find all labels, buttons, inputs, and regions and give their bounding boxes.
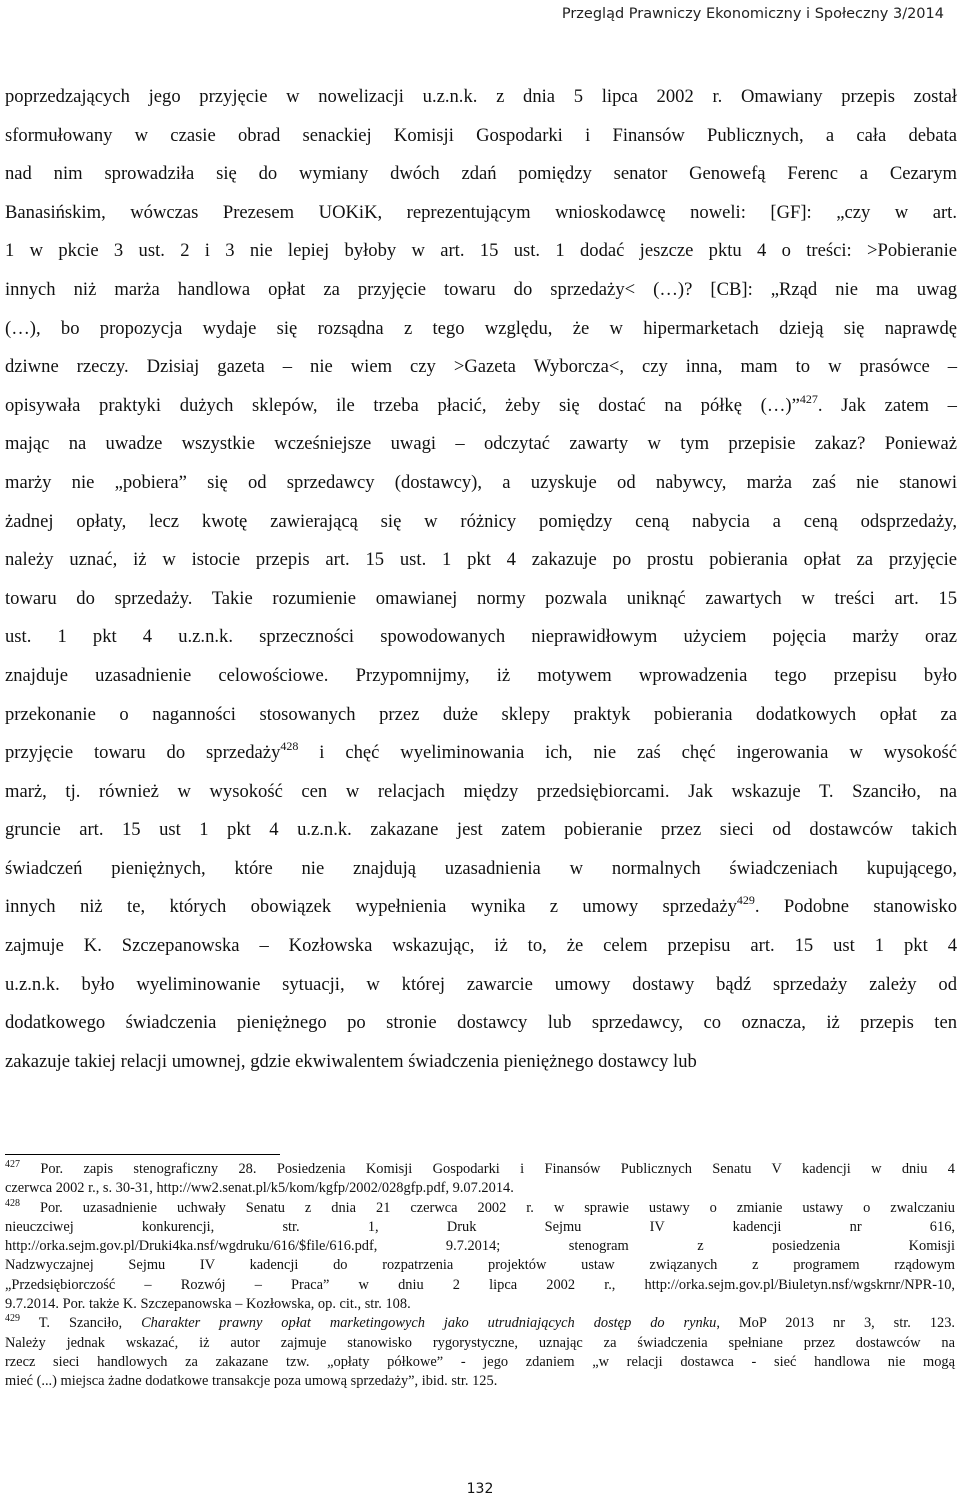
text-line: należy uznać, iż w istocie przepis art. 15 ust. 1 pkt 4 zakazuje po prostu pobierania opłat za przyjęcie	[5, 549, 957, 571]
footnotes	[5, 1160, 955, 1392]
footnote-number: 427	[5, 1159, 20, 1170]
text-line: marż, tj. również w wysokość cen w relacjach między przedsiębiorcami. Jak wskazuje T. Szanciło, na	[5, 780, 957, 802]
footnote-ref-428[interactable]: 428	[280, 739, 299, 754]
text-line: zakazuje takiej relacji umownej, gdzie ekwiwalentem świadczenia pieniężnego dostawcy lub	[5, 1050, 697, 1072]
text-line: innych niż te, których obowiązek wypełnienia wynika z umowy sprzedaży$^{429}$. Podobne stanowisko	[5, 893, 957, 918]
text-line: ust. 1 pkt 4 u.z.n.k. sprzeczności spowodowanych nieprawidłowym użyciem pojęcia marży oraz	[5, 626, 957, 648]
text-line: nad nim sprowadziła się do wymiany dwóch zdań pomiędzy senator Genowefą Ferenc a Cezarym	[5, 163, 957, 185]
footnote-428-line: „Przedsiębiorczość – Rozwój – Praca” w dniu 2 lipca 2002 r., http://orka.sejm.gov.pl/Biuletyn.nsf/wgskrnr/NPR-10,	[5, 1276, 955, 1293]
text-line: 1 w pkcie 3 ust. 2 i 3 nie lepiej byłoby w art. 15 ust. 1 dodać jeszcze pktu 4 o treści: >Pobieranie	[5, 240, 957, 262]
text-line: opisywała praktyki dużych sklepów, ile trzeba płacić, żeby się dostać na półkę (…)”$^{427}$. Jak zatem –	[5, 391, 957, 416]
footnote-429-line: $^{429}$ T. Szanciło, Charakter prawny opłat marketingowych jako utrudniających dostęp do rynku, MoP 2013 nr 3, str. 123.	[5, 1313, 956, 1332]
text-line: (…), bo propozycja wydaje się rozsądna z tego względu, że w hipermarketach dzieją się naprawdę	[5, 317, 957, 339]
footnote-ref-429[interactable]: 429	[736, 893, 755, 908]
text-line: przekonanie o naganności stosowanych przez duże sklepy praktyk pobierania dodatkowych opłat za	[5, 703, 957, 725]
page-number: 132	[466, 1481, 494, 1497]
footnote-427-line: czerwca 2002 r., s. 30-31, http://ww2.senat.pl/k5/kom/kgfp/2002/028gfp.pdf, 9.07.2014.	[5, 1180, 514, 1197]
text-line: zajmuje K. Szczepanowska – Kozłowska wskazując, iż to, że celem przepisu art. 15 ust 1 pkt 4	[5, 935, 957, 957]
footnote-separator	[5, 1154, 280, 1155]
footnote-429-line: rzecz sieci handlowych za zakazane tzw. „opłaty półkowe” - jego zdaniem „w relacji dostawca - sieć handlowa nie mogą	[5, 1353, 955, 1370]
text-line: innych niż marża handlowa opłat za przyjęcie towaru do sprzedaży< (…)? [CB]: „Rząd nie ma uwag	[5, 278, 957, 300]
text-line: żadnej opłaty, lecz kwotę zawierającą się w różnicy pomiędzy ceną nabycia a ceną odsprzedaży,	[5, 510, 957, 532]
text-line: dziwne rzeczy. Dzisiaj gazeta – nie wiem czy >Gazeta Wyborcza<, czy inna, mam to w prasówce –	[5, 356, 957, 378]
footnote-number: 429	[5, 1313, 20, 1325]
running-header: Przegląd Prawniczy Ekonomiczny i Społeczny 3/2014	[561, 6, 944, 22]
footnote-427-line: $^{427}$ Por. zapis stenograficzny 28. Posiedzenia Komisji Gospodarki i Finansów Publicznych Senatu V kadencji w dniu 4	[5, 1159, 955, 1177]
footnote-428-line: 9.7.2014. Por. także K. Szczepanowska – Kozłowska, op. cit., str. 108.	[5, 1296, 411, 1313]
text-line: towaru do sprzedaży. Takie rozumienie omawianej normy pozwala uniknąć zawartych w treści art. 15	[5, 587, 957, 609]
footnote-number: 428	[5, 1197, 20, 1209]
text-line: przyjęcie towaru do sprzedaży$^{428}$ i chęć wyeliminowania ich, nie zaś chęć ingerowania w wysokość	[5, 739, 957, 764]
text-line: marży nie „pobiera” się od sprzedawcy (dostawcy), a uzyskuje od nabywcy, marża zaś nie stanowi	[5, 471, 957, 493]
text-line: dodatkowego świadczenia pieniężnego po stronie dostawcy lub sprzedawcy, co oznacza, iż przepis ten	[5, 1012, 957, 1034]
text-line: mając na uwadze wszystkie wcześniejsze uwagi – odczytać zawarty w tym przepisie zakaz? Ponieważ	[5, 433, 957, 455]
main-text	[5, 78, 957, 1081]
footnote-429-line: Należy jednak wskazać, iż autor zajmuje stanowisko rygorystyczne, uznając za świadczenia spełniane przez dostawców na	[5, 1334, 955, 1351]
footnote-ref-427[interactable]: 427	[799, 391, 818, 406]
text-line: Banasińskim, wówczas Prezesem UOKiK, reprezentującym wnioskodawcę noweli: [GF]: „czy w art.	[5, 201, 957, 223]
footnote-428-line: http://orka.sejm.gov.pl/Druki4ka.nsf/wgdruku/616/$file/616.pdf, 9.7.2014; stenogram z posiedzenia Komisji	[5, 1238, 955, 1255]
footnote-428-line: nieuczciwej konkurencji, str. 1, Druk Sejmu IV kadencji nr 616,	[5, 1218, 955, 1235]
text-line: znajduje uzasadnienie celowościowe. Przypomnijmy, iż motywem wprowadzenia tego przepisu było	[5, 664, 957, 686]
text-line: u.z.n.k. było wyeliminowanie sytuacji, w której zawarcie umowy dostawy bądź sprzedaży zależy od	[5, 973, 957, 995]
footnote-429-line: mieć (...) miejsca żadne dodatkowe transakcje poza umową sprzedaży”, ibid. str. 125.	[5, 1373, 498, 1390]
cited-title: Charakter prawny opłat marketingowych jako utrudniających dostęp do rynku	[141, 1315, 717, 1332]
text-line: świadczeń pieniężnych, które nie znajdują uzasadnienia w normalnych świadczeniach kupującego,	[5, 857, 957, 879]
footnote-428-line: Nadzwyczajnej Sejmu IV kadencji do rozpatrzenia projektów ustaw związanych z programem rządowym	[5, 1257, 955, 1274]
text-line: gruncie art. 15 ust 1 pkt 4 u.z.n.k. zakazane jest zatem pobieranie przez sieci od dostawców takich	[5, 819, 957, 841]
text-line: poprzedzających jego przyjęcie w nowelizacji u.z.n.k. z dnia 5 lipca 2002 r. Omawiany przepis został	[5, 86, 957, 107]
footnote-428-line: $^{428}$ Por. uzasadnienie uchwały Senatu z dnia 21 czerwca 2002 r. w sprawie ustawy o zmianie ustawy o zwalczaniu	[5, 1197, 955, 1216]
text-line: sformułowany w czasie obrad senackiej Komisji Gospodarki i Finansów Publicznych, a cała debata	[5, 124, 957, 146]
